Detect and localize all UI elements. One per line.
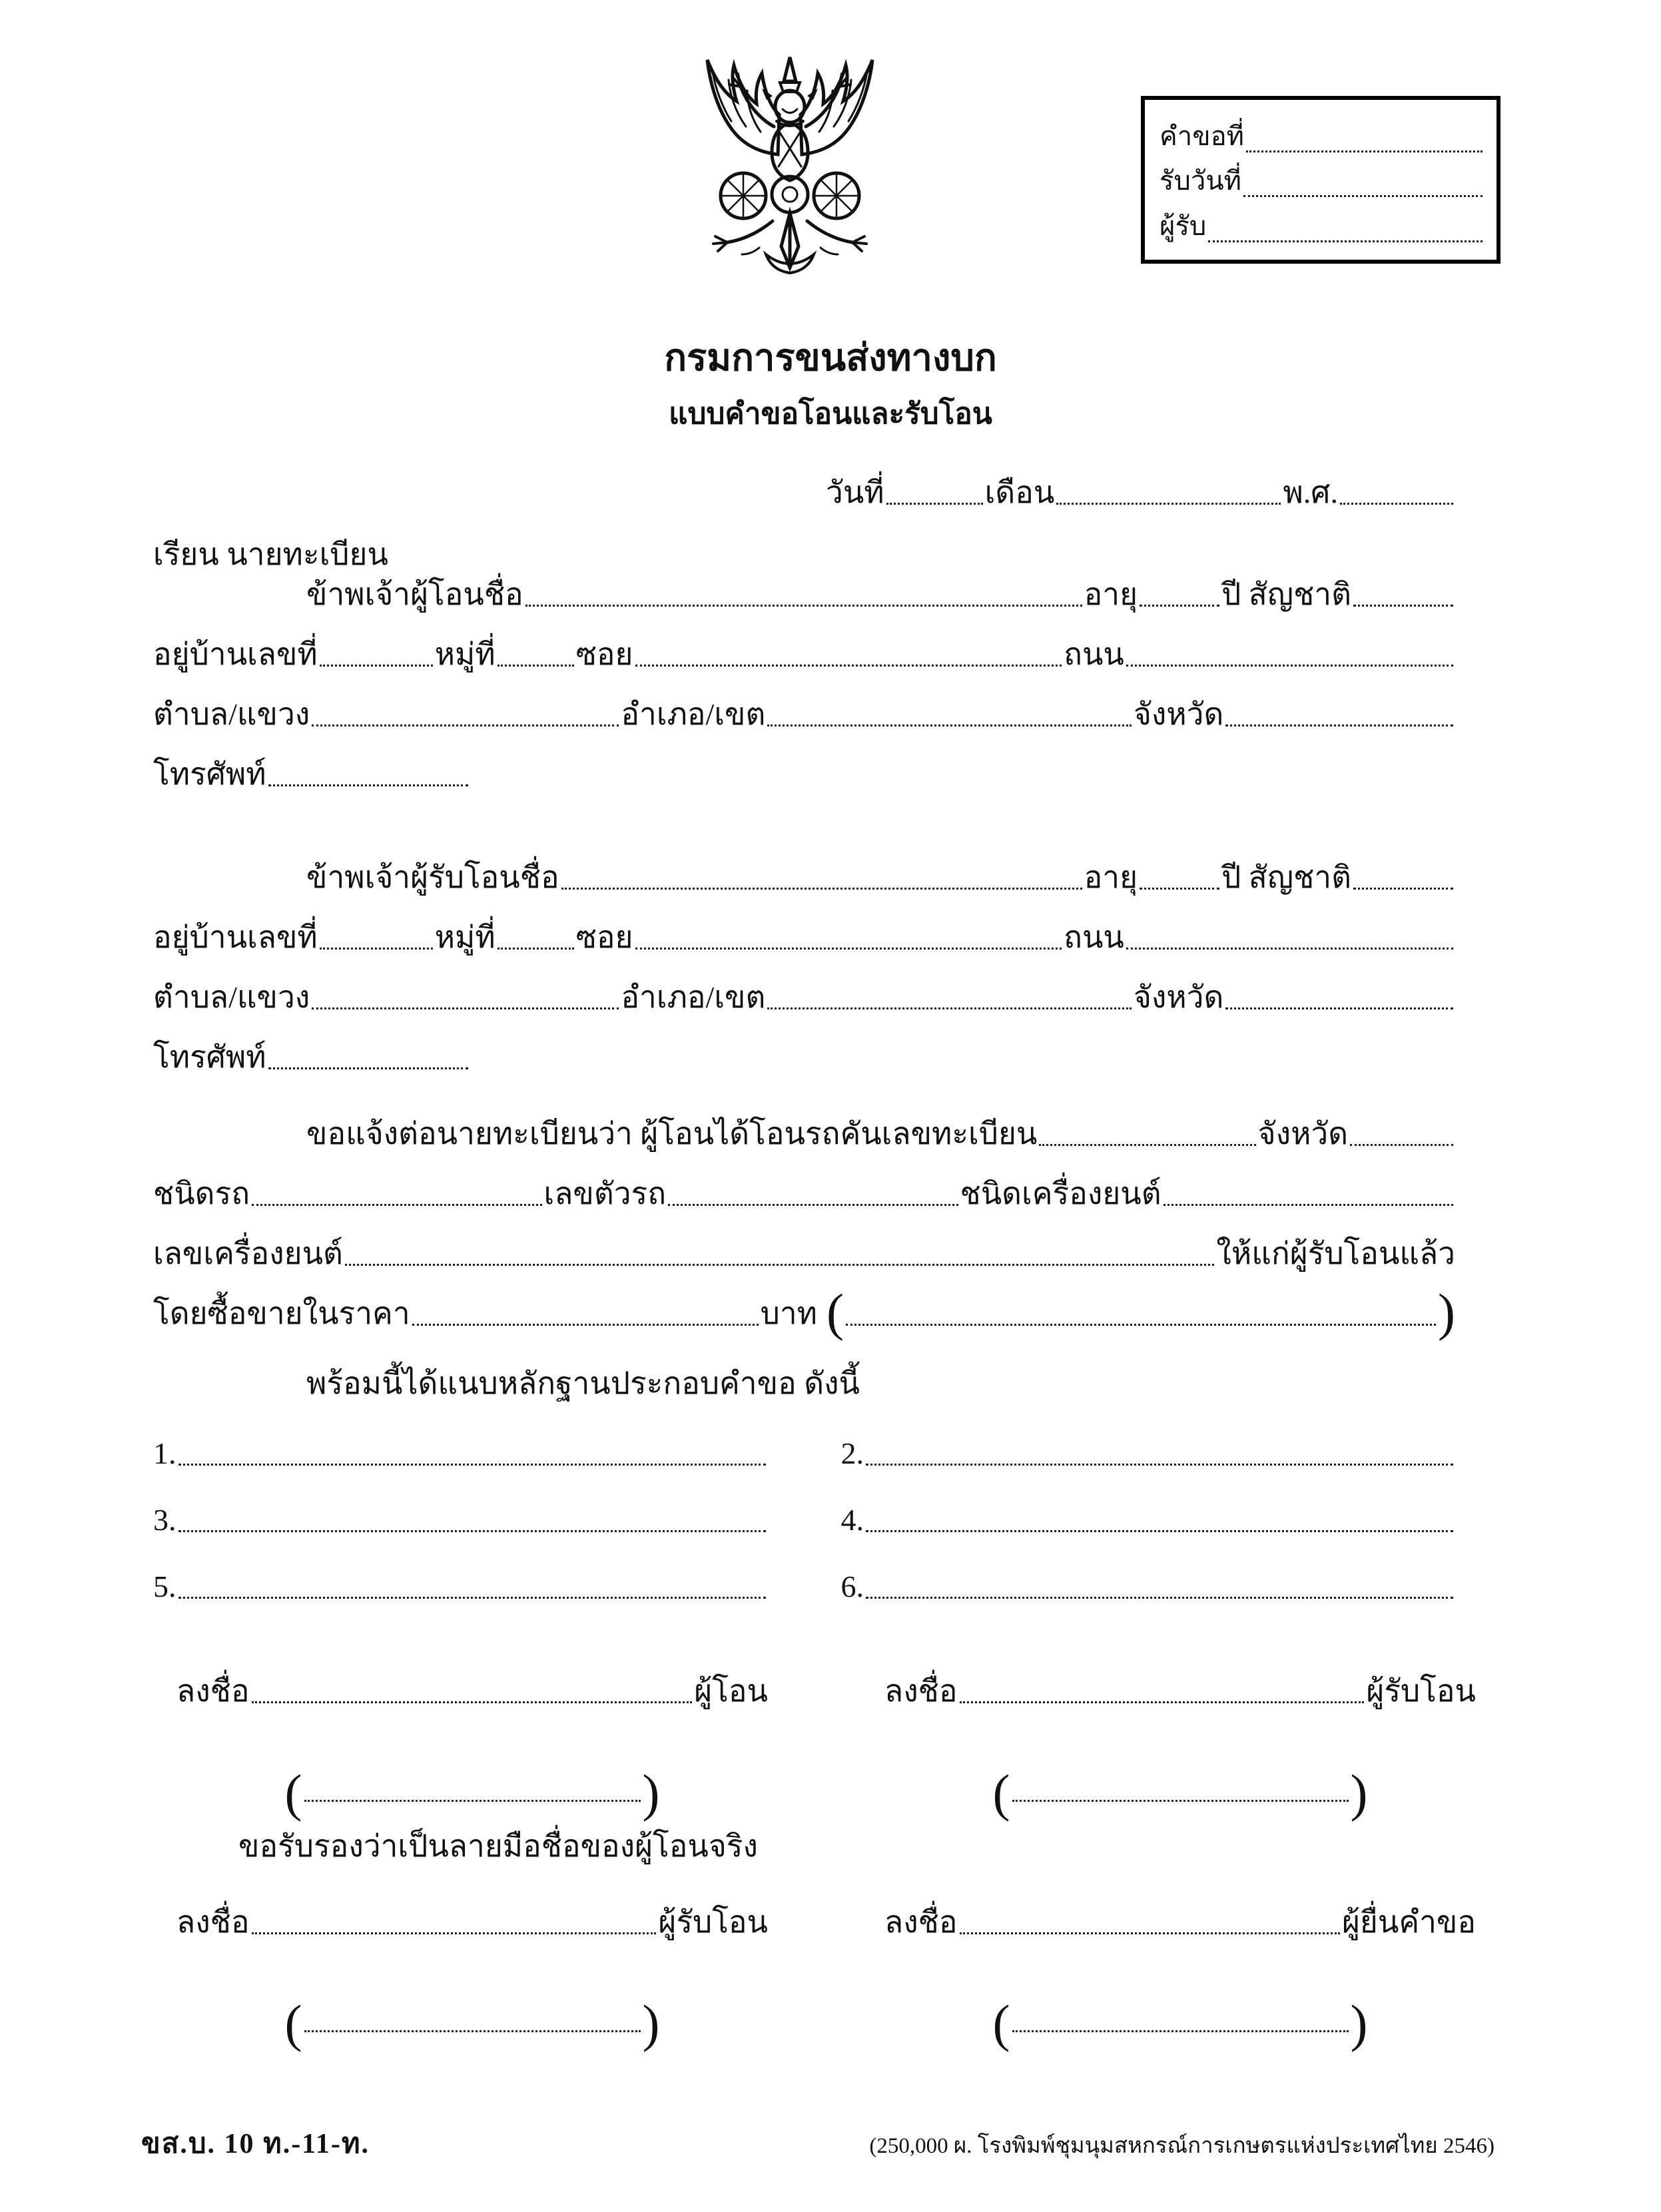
paren-close: ) bbox=[642, 1994, 660, 2052]
transferor-phone-line bbox=[153, 751, 1455, 792]
attachment-3-field[interactable] bbox=[178, 1529, 766, 1532]
sign-label: ลงชื่อ bbox=[176, 1673, 250, 1708]
attachment-5-field[interactable] bbox=[178, 1596, 766, 1599]
transferor-role-label: ผู้โอน bbox=[694, 1673, 768, 1708]
transferor-district-field[interactable] bbox=[767, 724, 1132, 726]
attachment-4-field[interactable] bbox=[866, 1529, 1453, 1532]
transferor-nationality-field[interactable] bbox=[1353, 604, 1453, 607]
print-info: (250,000 ผ. โรงพิมพ์ชุมนุมสหกรณ์การเกษตรแห่งประเทศไทย 2546) bbox=[869, 2134, 1495, 2158]
attachment-6-field[interactable] bbox=[866, 1596, 1453, 1599]
applicant-signature-group bbox=[884, 1904, 1476, 1940]
transferor-address-line bbox=[153, 631, 1455, 673]
vehicle-province-field[interactable] bbox=[1350, 1143, 1453, 1146]
transferor-intro-label: ข้าพเจ้าผู้โอนชื่อ bbox=[306, 577, 523, 611]
transferor-house-no-label: อยู่บ้านเลขที่ bbox=[153, 637, 318, 671]
transferee-name-paren-group bbox=[884, 1763, 1476, 1822]
garuda-emblem-icon bbox=[666, 53, 914, 293]
day-field[interactable] bbox=[886, 502, 983, 505]
transferor-age-field[interactable] bbox=[1140, 604, 1219, 607]
transferor-soi-field[interactable] bbox=[635, 664, 1062, 667]
sign-label: ลงชื่อ bbox=[884, 1904, 958, 1939]
transferee-moo-label: หมู่ที่ bbox=[434, 920, 496, 954]
request-no-field[interactable] bbox=[1246, 150, 1483, 152]
engine-no-field[interactable] bbox=[345, 1263, 1214, 1266]
transferor-province-label: จังหวัด bbox=[1133, 696, 1224, 731]
transferee-subdistrict-field[interactable] bbox=[312, 1007, 619, 1009]
request-no-label: คำขอที่ bbox=[1160, 121, 1244, 151]
transferor-moo-label: หมู่ที่ bbox=[434, 637, 496, 671]
attachment-2-number: 2. bbox=[840, 1436, 864, 1470]
attachment-6-number: 6. bbox=[840, 1569, 864, 1603]
transferor-subdistrict-field[interactable] bbox=[312, 724, 619, 726]
attachment-5-number: 5. bbox=[153, 1569, 176, 1603]
salutation bbox=[153, 531, 1455, 573]
transferor-name-paren-group bbox=[176, 1763, 768, 1822]
transferee-road-field[interactable] bbox=[1126, 947, 1453, 950]
vehicle-type-label: ชนิดรถ bbox=[153, 1176, 250, 1211]
certifier-signature-group bbox=[176, 1904, 768, 1940]
paren-open: ( bbox=[284, 1994, 302, 2052]
attachment-row-3 bbox=[153, 1563, 1455, 1605]
transferee-soi-label: ซอย bbox=[575, 920, 633, 954]
paren-open: ( bbox=[992, 1994, 1010, 2052]
attachment-1-field[interactable] bbox=[178, 1463, 766, 1466]
received-date-row bbox=[1160, 164, 1485, 202]
transferee-signature-group bbox=[884, 1673, 1476, 1709]
attachment-row-2 bbox=[153, 1497, 1455, 1538]
engine-type-label: ชนิดเครื่องยนต์ bbox=[960, 1176, 1162, 1211]
attachment-2-field[interactable] bbox=[866, 1463, 1453, 1466]
paren-close: ) bbox=[1350, 1994, 1368, 2052]
applicant-printed-name-field[interactable] bbox=[1012, 2030, 1349, 2032]
receiver-row bbox=[1160, 210, 1485, 247]
transferee-road-label: ถนน bbox=[1064, 920, 1124, 954]
month-field[interactable] bbox=[1056, 502, 1281, 505]
transferor-age-label: อายุ bbox=[1084, 577, 1138, 611]
engine-no-line bbox=[153, 1231, 1455, 1272]
attachment-3-number: 3. bbox=[153, 1502, 176, 1537]
transferee-district-line bbox=[153, 974, 1455, 1015]
transferee-age-field[interactable] bbox=[1140, 887, 1219, 890]
request-no-row bbox=[1160, 120, 1485, 157]
signature-row-2 bbox=[176, 1899, 1476, 1940]
transferor-subdistrict-label: ตำบล/แขวง bbox=[153, 696, 310, 731]
transferee-nationality-label: ปี สัญชาติ bbox=[1221, 860, 1351, 894]
vehicle-province-label: จังหวัด bbox=[1257, 1116, 1349, 1151]
applicant-name-paren-group bbox=[884, 1994, 1476, 2052]
era-label: พ.ศ. bbox=[1283, 475, 1338, 509]
transferee-phone-label: โทรศัพท์ bbox=[153, 1039, 266, 1074]
attachment-4-number: 4. bbox=[840, 1502, 864, 1537]
sign-label: ลงชื่อ bbox=[176, 1904, 250, 1939]
certifier-printed-name-field[interactable] bbox=[304, 2030, 641, 2032]
paren-open: ( bbox=[992, 1763, 1010, 1822]
day-label: วันที่ bbox=[826, 475, 884, 509]
paren-close: ) bbox=[642, 1763, 660, 1822]
price-in-words-field[interactable] bbox=[846, 1323, 1436, 1326]
transferee-signature-field[interactable] bbox=[960, 1701, 1365, 1703]
form-code: ขส.บ. 10 ท.-11-ท. bbox=[141, 2129, 370, 2159]
paren-close: ) bbox=[1350, 1763, 1368, 1822]
transferee-name-field[interactable] bbox=[561, 887, 1082, 890]
year-field[interactable] bbox=[1340, 502, 1453, 505]
page-footer bbox=[141, 2121, 1495, 2165]
transferee-role-label: ผู้รับโอน bbox=[1366, 1673, 1476, 1708]
date-line bbox=[826, 469, 1455, 511]
transferee-nationality-field[interactable] bbox=[1353, 887, 1453, 890]
certify-text: ขอรับรองว่าเป็นลายมือชื่อของผู้โอนจริง bbox=[238, 1828, 758, 1863]
applicant-signature-field[interactable] bbox=[960, 1932, 1340, 1934]
sign-label: ลงชื่อ bbox=[884, 1673, 958, 1708]
to-transferee-label: ให้แก่ผู้รับโอนแล้ว bbox=[1216, 1236, 1455, 1270]
certifier-role-label: ผู้รับโอน bbox=[658, 1904, 768, 1939]
attachment-row-1 bbox=[153, 1430, 1455, 1472]
price-line bbox=[153, 1282, 1455, 1341]
transferee-district-label: อำเภอ/เขต bbox=[621, 979, 766, 1014]
transferor-phone-label: โทรศัพท์ bbox=[153, 756, 266, 791]
received-date-field[interactable] bbox=[1243, 194, 1483, 197]
price-paren-open: ( bbox=[827, 1282, 844, 1341]
notify-label: ขอแจ้งต่อนายทะเบียนว่า ผู้โอนได้โอนรถคันเลขทะเบียน bbox=[306, 1116, 1038, 1151]
signature-name-row-2 bbox=[176, 1970, 1476, 2052]
attachment-1-number: 1. bbox=[153, 1436, 176, 1470]
signature-row-1 bbox=[176, 1668, 1476, 1709]
baht-label: บาท bbox=[760, 1296, 818, 1330]
vehicle-type-line bbox=[153, 1171, 1455, 1212]
transferor-district-line bbox=[153, 691, 1455, 732]
transferee-province-field[interactable] bbox=[1225, 1007, 1453, 1009]
transferee-phone-line bbox=[153, 1034, 1455, 1075]
registration-no-field[interactable] bbox=[1039, 1143, 1255, 1146]
vehicle-type-field[interactable] bbox=[252, 1203, 541, 1206]
price-field[interactable] bbox=[412, 1323, 759, 1326]
transferor-name-field[interactable] bbox=[525, 604, 1082, 607]
transferor-district-label: อำเภอ/เขต bbox=[621, 696, 766, 731]
certifier-signature-field[interactable] bbox=[252, 1932, 657, 1934]
transferee-soi-field[interactable] bbox=[635, 947, 1062, 950]
office-receipt-box bbox=[1141, 96, 1500, 264]
transferee-name-line bbox=[153, 854, 1455, 896]
transferor-signature-field[interactable] bbox=[252, 1701, 693, 1703]
transferor-province-field[interactable] bbox=[1225, 724, 1453, 726]
signature-name-row-1 bbox=[176, 1739, 1476, 1822]
form-title: แบบคำขอโอนและรับโอน bbox=[669, 398, 992, 430]
transferor-soi-label: ซอย bbox=[575, 637, 633, 671]
department-title: กรมการขนส่งทางบก bbox=[664, 338, 997, 379]
transferor-house-no-field[interactable] bbox=[320, 664, 433, 667]
transferee-subdistrict-label: ตำบล/แขวง bbox=[153, 979, 310, 1014]
chassis-no-label: เลขตัวรถ bbox=[543, 1176, 667, 1211]
transferor-moo-field[interactable] bbox=[498, 664, 574, 667]
paren-open: ( bbox=[284, 1763, 302, 1822]
certifier-name-paren-group bbox=[176, 1994, 768, 2052]
transferor-printed-name-field[interactable] bbox=[304, 1799, 641, 1802]
transferee-house-no-label: อยู่บ้านเลขที่ bbox=[153, 920, 318, 954]
transferor-name-line bbox=[153, 571, 1455, 613]
transferee-district-field[interactable] bbox=[767, 1007, 1132, 1009]
receiver-field[interactable] bbox=[1208, 240, 1483, 242]
transferor-signature-group bbox=[176, 1673, 768, 1709]
attachments-heading bbox=[153, 1360, 1455, 1402]
transferor-road-field[interactable] bbox=[1126, 664, 1453, 667]
transferee-intro-label: ข้าพเจ้าผู้รับโอนชื่อ bbox=[306, 860, 559, 894]
transferee-province-label: จังหวัด bbox=[1133, 979, 1224, 1014]
transferee-age-label: อายุ bbox=[1084, 860, 1138, 894]
month-label: เดือน bbox=[984, 475, 1055, 509]
transferor-phone-field[interactable] bbox=[268, 784, 468, 786]
applicant-role-label: ผู้ยื่นคำขอ bbox=[1341, 1904, 1476, 1939]
transferee-moo-field[interactable] bbox=[498, 947, 574, 950]
notify-line bbox=[153, 1111, 1455, 1152]
transferee-address-line bbox=[153, 914, 1455, 956]
receiver-label: ผู้รับ bbox=[1160, 210, 1207, 241]
transferee-house-no-field[interactable] bbox=[320, 947, 433, 950]
transferor-nationality-label: ปี สัญชาติ bbox=[1221, 577, 1351, 611]
transferor-road-label: ถนน bbox=[1064, 637, 1124, 671]
certify-line bbox=[238, 1823, 1455, 1864]
transferee-printed-name-field[interactable] bbox=[1012, 1799, 1349, 1802]
salutation-text: เรียน นายทะเบียน bbox=[153, 537, 388, 571]
price-label: โดยซื้อขายในราคา bbox=[153, 1296, 410, 1330]
price-paren-close: ) bbox=[1438, 1282, 1455, 1341]
received-date-label: รับวันที่ bbox=[1160, 166, 1242, 196]
attachments-heading-text: พร้อมนี้ได้แนบหลักฐานประกอบคำขอ ดังนี้ bbox=[306, 1366, 860, 1400]
engine-no-label: เลขเครื่องยนต์ bbox=[153, 1236, 343, 1270]
transferee-phone-field[interactable] bbox=[268, 1067, 468, 1069]
engine-type-field[interactable] bbox=[1163, 1203, 1453, 1206]
chassis-no-field[interactable] bbox=[668, 1203, 958, 1206]
